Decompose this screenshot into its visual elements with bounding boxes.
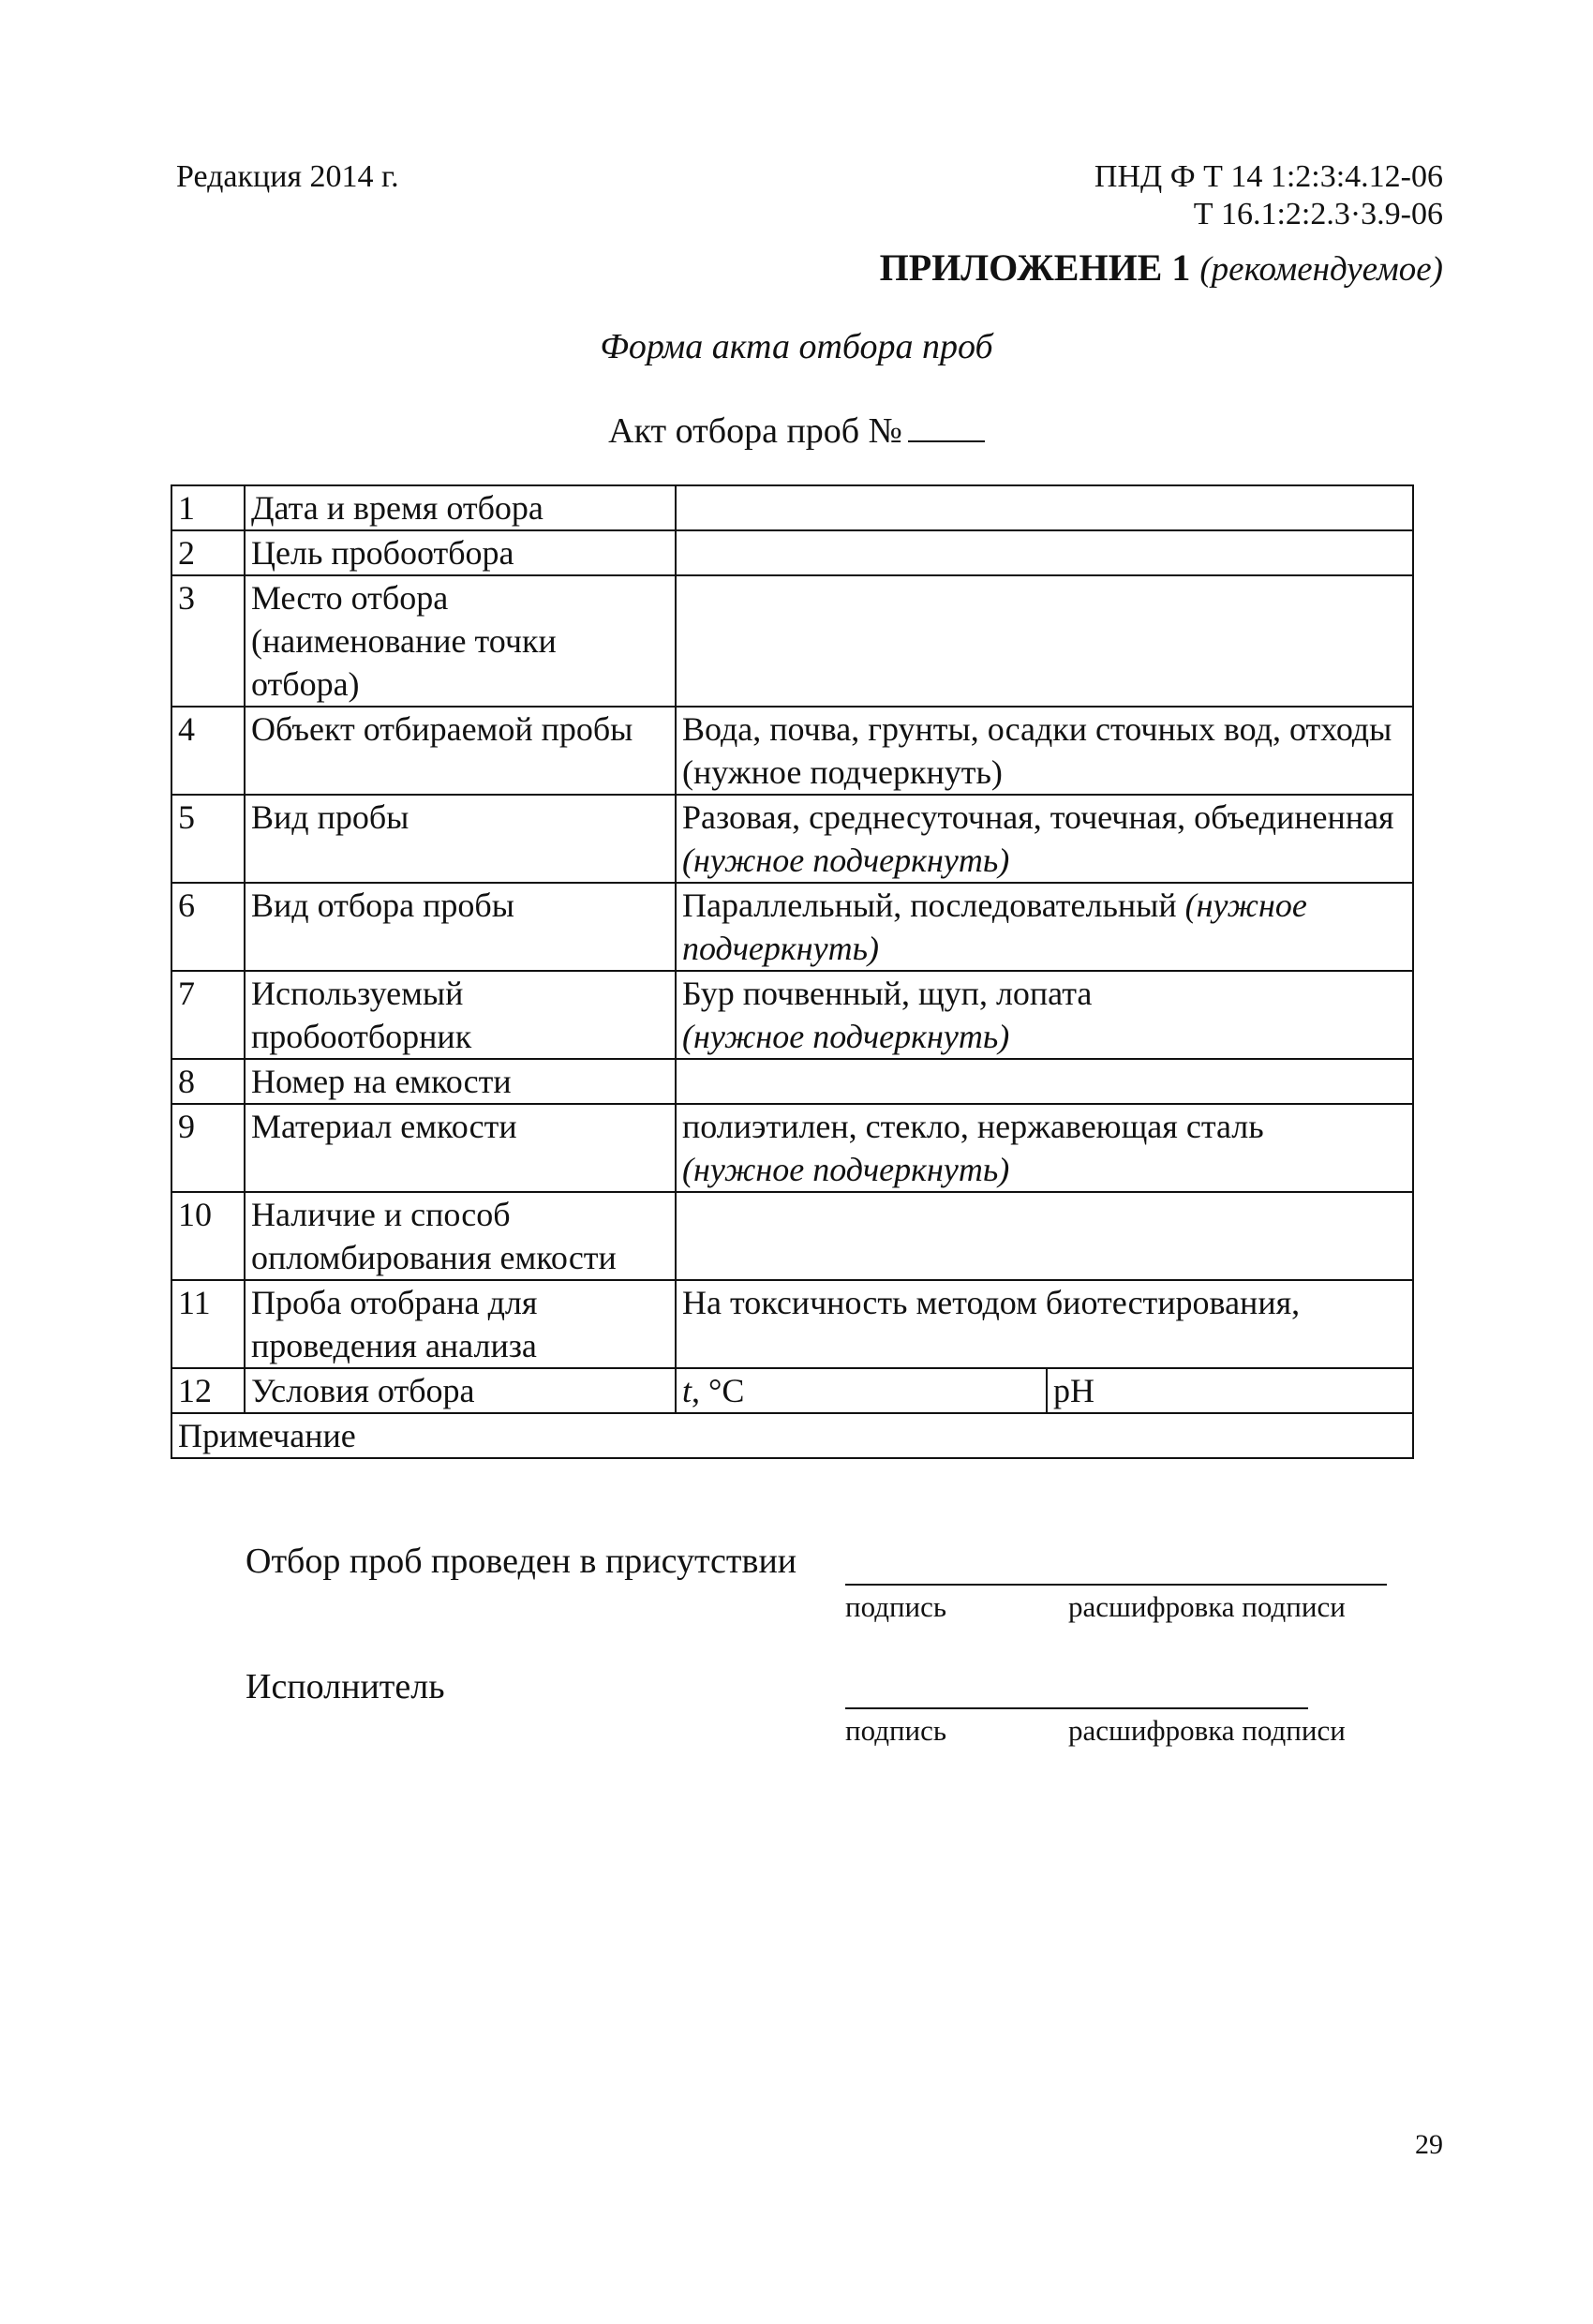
presence-signature-line[interactable]	[845, 1584, 1387, 1586]
row-number: 4	[171, 707, 245, 795]
signature-decoding-caption: расшифровка подписи	[1068, 1714, 1346, 1747]
ph-field[interactable]	[1048, 1369, 1100, 1412]
row-label: Место отбора (наименование точки отбора)	[245, 575, 676, 707]
row-number: 8	[171, 1059, 245, 1104]
row-value-cell[interactable]	[676, 971, 1413, 1059]
row-number: 11	[171, 1280, 245, 1368]
temperature-field[interactable]	[677, 1369, 1048, 1412]
sampling-act-table	[171, 484, 1414, 1459]
row-value-cell[interactable]	[676, 1280, 1413, 1368]
document-code-line-1: ПНД Ф Т 14 1:2:3:4.12-06	[1094, 159, 1443, 194]
row-label: Дата и время отбора	[245, 485, 676, 530]
row-label: Материал емкости	[245, 1104, 676, 1192]
row-number: 12	[171, 1368, 245, 1413]
row-number: 2	[171, 530, 245, 575]
row-label: Объект отбираемой пробы	[245, 707, 676, 795]
row-value: Бур почвенный, щуп, лопата	[682, 975, 1093, 1012]
executor-label: Исполнитель	[246, 1667, 445, 1706]
act-number-field[interactable]	[908, 414, 985, 442]
row-value-cell[interactable]	[676, 1192, 1413, 1280]
row-number: 7	[171, 971, 245, 1059]
edition-label: Редакция 2014 г.	[176, 159, 399, 194]
row-label: Вид отбора пробы	[245, 883, 676, 971]
note-label: Примечание	[178, 1417, 356, 1454]
table-row	[171, 1192, 1413, 1280]
row-value: полиэтилен, стекло, нержавеющая сталь	[682, 1108, 1264, 1145]
document-code-line-2: Т 16.1:2:2.3·3.9-06	[1193, 197, 1443, 231]
signature-decoding-caption: расшифровка подписи	[1068, 1590, 1346, 1623]
ph-label: pH	[1053, 1372, 1094, 1409]
row-value-note: (нужное подчеркнуть)	[682, 842, 1010, 879]
signature-caption: подпись	[845, 1714, 947, 1747]
table-row	[171, 883, 1413, 971]
table-row-conditions	[171, 1368, 1413, 1413]
act-title	[0, 410, 1593, 452]
row-number: 6	[171, 883, 245, 971]
presence-label: Отбор проб проведен в присутствии	[246, 1542, 797, 1581]
row-value: Вода, почва, грунты, осадки сточных вод, отходы (нужное подчеркнуть)	[682, 710, 1392, 791]
act-title-text: Акт отбора проб №	[608, 411, 902, 451]
row-number: 5	[171, 795, 245, 883]
row-value: Параллельный, последовательный	[682, 886, 1177, 924]
table-row	[171, 575, 1413, 707]
temperature-unit: , °C	[692, 1372, 745, 1409]
form-title: Форма акта отбора проб	[600, 327, 993, 366]
row-number: 9	[171, 1104, 245, 1192]
row-label: Номер на емкости	[245, 1059, 676, 1104]
row-value-cell[interactable]	[676, 1059, 1413, 1104]
row-number: 10	[171, 1192, 245, 1280]
row-label: Вид пробы	[245, 795, 676, 883]
table-row	[171, 530, 1413, 575]
row-value-note: (нужное подчеркнуть)	[682, 886, 1307, 967]
table-row	[171, 795, 1413, 883]
row-value-cell[interactable]	[676, 795, 1413, 883]
appendix-heading	[880, 246, 1443, 290]
row-label: Наличие и способ опломбирования емкости	[245, 1192, 676, 1280]
row-value-note: (нужное подчеркнуть)	[682, 1151, 1010, 1188]
row-number: 3	[171, 575, 245, 707]
signature-caption: подпись	[845, 1590, 947, 1623]
table-row	[171, 485, 1413, 530]
appendix-title: ПРИЛОЖЕНИЕ 1	[879, 246, 1191, 289]
appendix-note: (рекомендуемое)	[1199, 250, 1443, 289]
row-label: Условия отбора	[245, 1368, 676, 1413]
table-row-note	[171, 1413, 1413, 1458]
temperature-variable: t	[682, 1372, 692, 1409]
row-value-cell[interactable]	[676, 530, 1413, 575]
table-row	[171, 707, 1413, 795]
row-label: Используемый пробоотборник	[245, 971, 676, 1059]
table-row	[171, 971, 1413, 1059]
row-value: На токсичность методом биотестирования,	[682, 1284, 1301, 1321]
row-value-cell[interactable]	[676, 1104, 1413, 1192]
executor-signature-line[interactable]	[845, 1707, 1308, 1709]
table-row	[171, 1280, 1413, 1368]
row-value-note: (нужное подчеркнуть)	[682, 1018, 1010, 1055]
row-label: Проба отобрана для проведения анализа	[245, 1280, 676, 1368]
conditions-cell	[676, 1368, 1413, 1413]
row-value-cell[interactable]	[676, 883, 1413, 971]
table-row	[171, 1059, 1413, 1104]
row-number: 1	[171, 485, 245, 530]
row-value: Разовая, среднесуточная, точечная, объединенная	[682, 798, 1394, 836]
row-value-cell[interactable]	[676, 575, 1413, 707]
row-value-cell[interactable]	[676, 707, 1413, 795]
note-cell[interactable]	[171, 1413, 1413, 1458]
row-value-cell[interactable]	[676, 485, 1413, 530]
row-label: Цель пробоотбора	[245, 530, 676, 575]
page-number: 29	[1415, 2129, 1443, 2160]
table-row	[171, 1104, 1413, 1192]
